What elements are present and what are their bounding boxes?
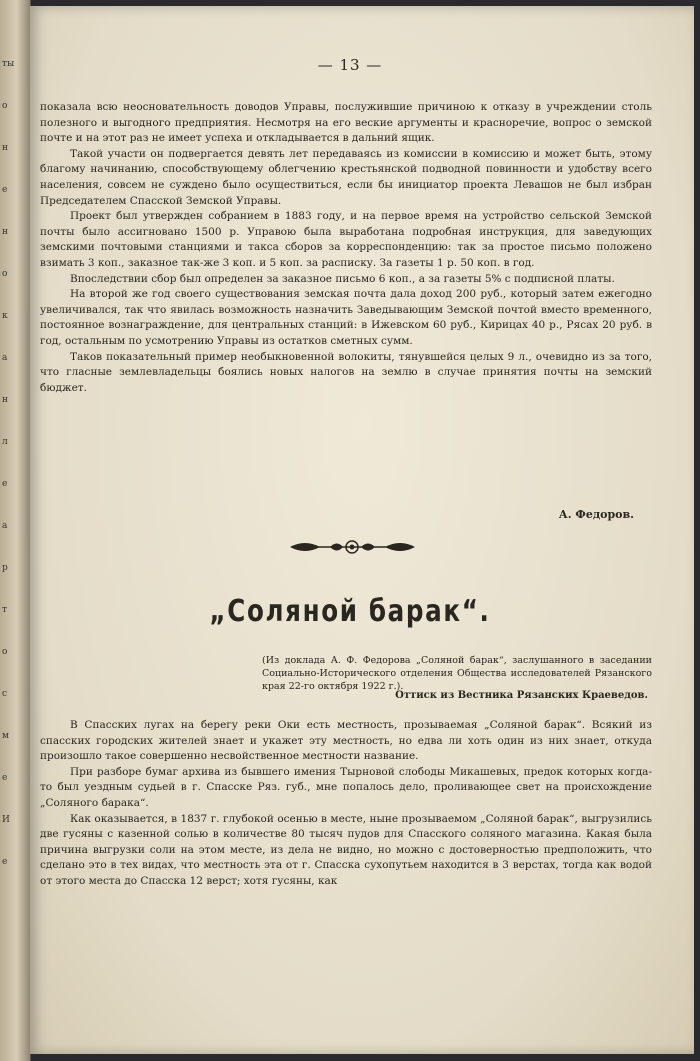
epigraph-source: Оттиск из Вестника Рязанских Краеведов. <box>395 690 648 701</box>
text-block-top <box>40 100 652 396</box>
paragraph: Как оказывается, в 1837 г. глубокой осенью в месте, ныне прозываемом „Соляной барак“, выгрузились две гусяны с казенной солью в количестве 80 тысяч пудов для Спасского соляного магазина. Какая была причина выгрузки соли на этом месте, из дела не видно, но можно с достоверностью предположить, что сделано это в тех видах, что местность эта от г. Спасска сухопутьем находится в 3 верстах, тогда как водой от этого места до Спасска 12 верст; хотя гусяны, как <box>40 812 652 887</box>
left-page-fragment: л <box>2 437 8 447</box>
left-page-edge <box>0 0 31 1061</box>
paragraph: Проект был утвержден собранием в 1883 году, и на первое время на устройство сельской Земской почты было ассигновано 1500 р. Управою была выработана подробная инструкция, для заведующих земскими почтовыми станциями и такса сборов за корреспонденцию: так за простое письмо положено взимать 3 коп., заказное так-же 3 коп. и 5 коп. за расписку. За газеты 1 р. 50 коп. в год. <box>40 210 652 269</box>
left-page-fragment: а <box>2 521 8 531</box>
left-page-fragment: а <box>2 353 8 363</box>
left-page-fragment: е <box>2 185 8 195</box>
paragraph: показала всю неосновательность доводов Управы, послужившие причиною к отказу в учреждении столь полезного и выгодного предприятия. Несмотря на его веские аргументы и красноречие, вопрос о земской почте и на этот раз не имеет успеха и откладывается в дальний ящик. <box>40 101 652 145</box>
signature: А. Федоров. <box>558 508 634 521</box>
paragraph: Впоследствии сбор был определен за заказное письмо 6 коп., а за газеты 5% с подписной платы. <box>70 272 615 285</box>
left-page-fragment: е <box>2 479 8 489</box>
paragraph: На второй же год своего существования земская почта дала доход 200 руб., который затем ежегодно увеличивался, так что явилась возможность назначить Заведывающим Земской почтой вместо временного, постоянное вознаграждение, для центральных станций: в Ижевском 60 руб., Кирицах 40 р., Рясах 20 руб. в год, остальным по усмотрению Управы из остатков сметных сумм. <box>40 288 652 347</box>
book-page <box>30 6 694 1054</box>
page-number: — 13 — <box>317 56 383 74</box>
paragraph: Таков показательный пример необыкновенной волокиты, тянувшейся целых 9 л., очевидно из за того, что гласные землевладельцы боялись новых налогов на землю в случае принятия почты на земский бюджет. <box>40 350 652 394</box>
article-headline: „Соляной барак“. <box>209 594 491 629</box>
left-page-fragment: с <box>2 689 8 699</box>
left-page-fragment: н <box>2 143 8 153</box>
ornament-divider <box>285 536 420 558</box>
left-page-fragment: о <box>2 101 8 111</box>
left-page-fragment: т <box>2 605 7 615</box>
left-page-fragment: о <box>2 269 8 279</box>
paragraph: При разборе бумаг архива из бывшего имения Тырновой слободы Микашевых, предок которых когда-то был уездным судьей в г. Спасске Ряз. губ., мне попалось дело, проливающее свет на происхождение „Соляного барака“. <box>40 765 652 809</box>
left-page-fragment: р <box>2 563 8 573</box>
left-page-fragment: к <box>2 311 8 321</box>
epigraph: (Из доклада А. Ф. Федорова „Соляной барак“, заслушанного в заседании Социально-Исторического отделения Общества исследователей Рязанского края 22-го октября 1922 г.). <box>262 655 652 692</box>
left-page-fragment: м <box>2 731 10 741</box>
left-page-fragment: е <box>2 857 8 867</box>
text-block-bottom <box>40 718 652 890</box>
left-page-fragment: н <box>2 395 8 405</box>
left-page-fragment: о <box>2 647 8 657</box>
left-page-fragment: е <box>2 773 8 783</box>
left-page-fragment: ты <box>2 59 15 69</box>
paragraph: В Спасских лугах на берегу реки Оки есть местность, прозываемая „Соляной барак“. Всякий из спасских городских жителей знает и укажет эту местность, но едва ли хоть один из них знает, откуда произошло такое совершенно несвойственное местности название. <box>40 719 652 763</box>
paragraph: Такой участи он подвергается девять лет передаваясь из комиссии в комиссию и может быть, этому благому начинанию, способствующему облегчению крестьянской подводной повинности и удобству всего населения, совсем не суждено было осуществиться, если бы инициатор проекта Левашов не был избран Председателем Спасской Земской Управы. <box>40 147 652 207</box>
left-page-fragment: н <box>2 227 8 237</box>
left-page-fragment: И <box>2 815 10 825</box>
